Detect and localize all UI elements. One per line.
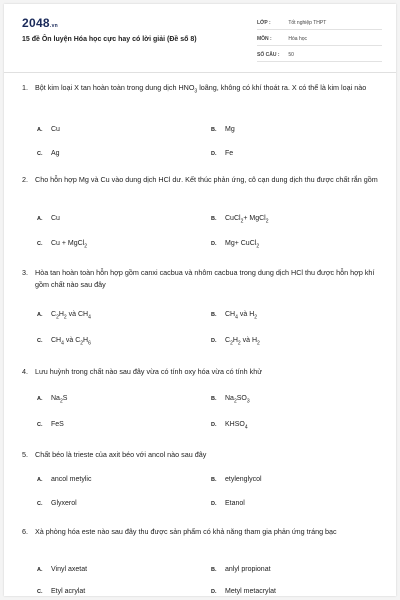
question-text: Lưu huỳnh trong chất nào sau đây vừa có tính oxy hóa vừa có tính khử (35, 367, 263, 376)
option-d[interactable] (211, 337, 260, 346)
option-label: A. (37, 477, 43, 483)
question-text: Cho hỗn hợp Mg và Cu vào dung dịch HCl dư. Kết thúc phản ứng, cô cạn dung dịch thu được chất rắn gồm (35, 175, 378, 184)
option-c[interactable] (37, 500, 77, 507)
question-number: 3. (22, 268, 28, 277)
option-label: C. (37, 241, 43, 247)
question-1 (22, 82, 382, 106)
question-number: 1. (22, 83, 28, 92)
meta-key: MÔN : (257, 36, 272, 42)
meta-underline (257, 29, 382, 30)
meta-class (257, 20, 326, 26)
option-label: B. (211, 312, 217, 318)
option-text: Mg+ CuCl$_2$ (225, 240, 260, 250)
meta-key: SỐ CÂU : (257, 52, 280, 58)
question-number: 4. (22, 367, 28, 376)
option-text: Etanol (225, 500, 245, 507)
option-d[interactable] (211, 588, 276, 595)
document-page (4, 4, 396, 596)
meta-subject (257, 36, 307, 42)
option-b[interactable] (211, 566, 271, 573)
option-text: CuCl$_2$+ MgCl$_2$ (225, 215, 269, 225)
option-text: $C_2H_2$ và $H_2$ (225, 337, 260, 347)
option-c[interactable] (37, 150, 60, 157)
meta-underline (257, 61, 382, 62)
option-text: $Na_2SO_3$ (225, 395, 250, 405)
option-text: $CH_4$ và $C_2H_6$ (51, 337, 91, 347)
site-logo[interactable] (22, 16, 58, 30)
option-text: $Na_2S$ (51, 395, 68, 405)
option-d[interactable] (211, 240, 259, 249)
logo-text: 2048 (22, 16, 50, 30)
option-b[interactable] (211, 395, 250, 404)
option-label: D. (211, 589, 217, 595)
option-a[interactable] (37, 476, 91, 483)
option-label: C. (37, 589, 43, 595)
question-6 (22, 526, 382, 550)
meta-value: Tốt nghiệp THPT (288, 20, 327, 26)
option-b[interactable] (211, 476, 262, 483)
meta-value: Hóa học (288, 36, 308, 42)
option-label: B. (211, 396, 217, 402)
option-text: Glyxerol (51, 500, 77, 507)
option-label: B. (211, 477, 217, 483)
question-number: 2. (22, 175, 28, 184)
question-number: 6. (22, 527, 28, 536)
option-label: C. (37, 338, 43, 344)
option-a[interactable] (37, 566, 87, 573)
option-text: Fe (225, 150, 234, 157)
option-text: FeS (51, 421, 64, 428)
option-text: Cu (51, 215, 60, 222)
question-text: Bột kim loại X tan hoàn toàn trong dung dịch $HNO_3$ loãng, không có khí thoát ra. X có thể là kim loại nào (35, 83, 367, 95)
option-text: Ag (51, 150, 60, 157)
option-a[interactable] (37, 311, 91, 320)
option-label: A. (37, 312, 43, 318)
option-c[interactable] (37, 240, 87, 249)
option-label: A. (37, 127, 43, 133)
option-text: $C_2H_2$ và $CH_4$ (51, 311, 91, 321)
question-5 (22, 449, 382, 461)
option-text: $KHSO_4$ (225, 421, 248, 431)
question-2 (22, 174, 382, 198)
option-a[interactable] (37, 215, 60, 222)
option-text: Cu (51, 126, 60, 133)
option-b[interactable] (211, 215, 269, 224)
option-text: Vinyl axetat (51, 566, 88, 573)
meta-count (257, 52, 294, 58)
option-a[interactable] (37, 126, 60, 133)
option-label: D. (211, 151, 217, 157)
option-a[interactable] (37, 395, 67, 404)
option-text: $CH_4$ và $H_2$ (225, 311, 258, 321)
option-text: anlyl propionat (225, 566, 271, 573)
option-label: D. (211, 422, 217, 428)
option-text: Metyl metacrylat (225, 588, 276, 595)
option-label: D. (211, 338, 217, 344)
option-d[interactable] (211, 421, 248, 430)
option-b[interactable] (211, 126, 235, 133)
option-d[interactable] (211, 500, 245, 507)
question-text: Chất béo là trieste của axit béo với ancol nào sau đây (35, 450, 207, 459)
option-label: B. (211, 127, 217, 133)
question-number: 5. (22, 450, 28, 459)
option-label: A. (37, 567, 43, 573)
option-label: B. (211, 216, 217, 222)
option-c[interactable] (37, 421, 64, 428)
option-b[interactable] (211, 311, 257, 320)
option-label: B. (211, 567, 217, 573)
option-d[interactable] (211, 150, 233, 157)
option-c[interactable] (37, 588, 85, 595)
question-text: Hòa tan hoàn toàn hỗn hợp gồm canxi cacbua và nhôm cacbua trong dung dịch HCl thu được hỗn hợp khí gồm chất nào sau đây (35, 268, 375, 289)
option-text: Etyl acrylat (51, 588, 86, 595)
header-divider (4, 72, 396, 73)
option-label: A. (37, 396, 43, 402)
option-text: etylenglycol (225, 476, 262, 483)
meta-value: 50 (288, 52, 294, 58)
document-title: 15 đề Ôn luyện Hóa học cực hay có lời giải (Đề số 8) (22, 36, 197, 43)
option-c[interactable] (37, 337, 91, 346)
logo-suffix: .vn (49, 23, 59, 29)
option-label: D. (211, 501, 217, 507)
option-text: Mg (225, 126, 235, 133)
meta-key: LỚP : (257, 20, 271, 26)
meta-underline (257, 45, 382, 46)
option-label: C. (37, 151, 43, 157)
question-3 (22, 267, 382, 291)
question-text: Xà phòng hóa este nào sau đây thu được sản phẩm có khả năng tham gia phản ứng tráng bạc (35, 527, 337, 536)
option-text: Cu + MgCl$_2$ (51, 240, 88, 250)
question-4 (22, 366, 382, 378)
option-label: A. (37, 216, 43, 222)
option-label: C. (37, 501, 43, 507)
option-label: D. (211, 241, 217, 247)
option-label: C. (37, 422, 43, 428)
option-text: ancol metylic (51, 476, 92, 483)
